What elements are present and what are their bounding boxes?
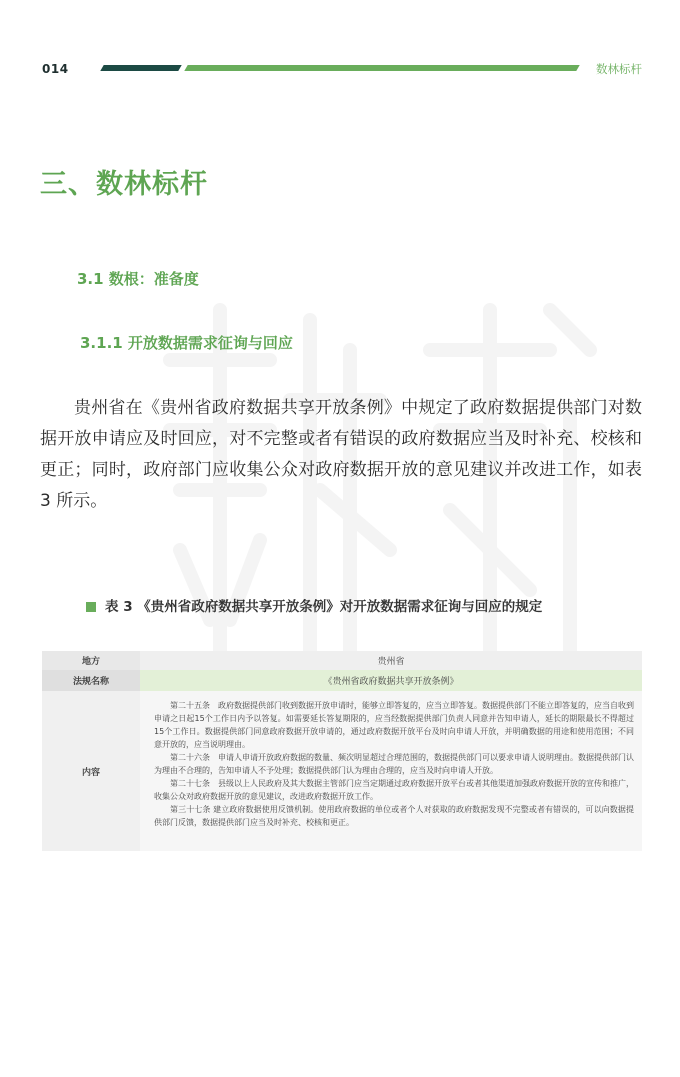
row-label-regulation: 法规名称 [42,670,140,691]
article-26: 第二十六条 申请人申请开放政府数据的数量、频次明显超过合理范围的，数据提供部门可以要求申请人说明理由。数据提供部门认为理由不合理的，告知申请人不予处理；数据提供部门认为理由合理的，应当及时向申请人开放。 [154,753,634,775]
article-25: 第二十五条 政府数据提供部门收到数据开放申请时，能够立即答复的，应当立即答复。数据提供部门不能立即答复的，应当自收到申请之日起15个工作日内予以答复。如需要延长答复期限的，应当经数据提供部门负责人同意并告知申请人，延长的期限最长不得超过15个工作日。数据提供部门同意政府数据开放申请的，通过政府数据开放平台及时向申请人开放，并明确数据的用途和使用范围；不同意开放的，应当说明理由。 [154,701,634,749]
section-title: 三、数林标杆 [40,169,208,200]
page-header [0,0,680,90]
row-value-regulation: 《贵州省政府数据共享开放条例》 [140,670,642,691]
subsection-title: 3.1 数根：准备度 [77,270,199,288]
table-row [42,691,642,851]
subsubsection-title: 3.1.1 开放数据需求征询与回应 [80,334,293,352]
row-value-content [140,691,642,851]
row-label-content: 内容 [42,691,140,851]
row-value-region: 贵州省 [377,657,405,667]
table-caption [86,595,646,615]
article-37: 第三十七条 建立政府数据使用反馈机制。使用政府数据的单位或者个人对获取的政府数据发现不完整或者有错误的，可以向数据提供部门反馈，数据提供部门应当及时补充、校核和更正。 [154,805,634,827]
header-bar-green [184,65,579,71]
table-row [42,651,642,670]
table-caption-text: 表 3 《贵州省政府数据共享开放条例》对开放数据需求征询与回应的规定 [105,599,543,615]
header-bar-dark [100,65,181,71]
page-number: 014 [42,62,69,76]
body-paragraph: 贵州省在《贵州省政府数据共享开放条例》中规定了政府数据提供部门对数据开放申请应及时回应，对不完整或者有错误的政府数据应当及时补充、校核和更正；同时，政府部门应收集公众对政府数据开放的意见建议并改进工作，如表 3 所示。 [40,398,642,511]
row-label-region: 地方 [42,651,140,670]
header-brand: 数林标杆 [596,62,642,76]
table-row [42,670,642,691]
regulation-table [42,651,642,851]
caption-square-icon [86,602,96,612]
article-27: 第二十七条 县级以上人民政府及其大数据主管部门应当定期通过政府数据开放平台或者其他渠道加强政府数据开放的宣传和推广，收集公众对政府数据开放的意见建议，改进政府数据开放工作。 [154,779,634,801]
